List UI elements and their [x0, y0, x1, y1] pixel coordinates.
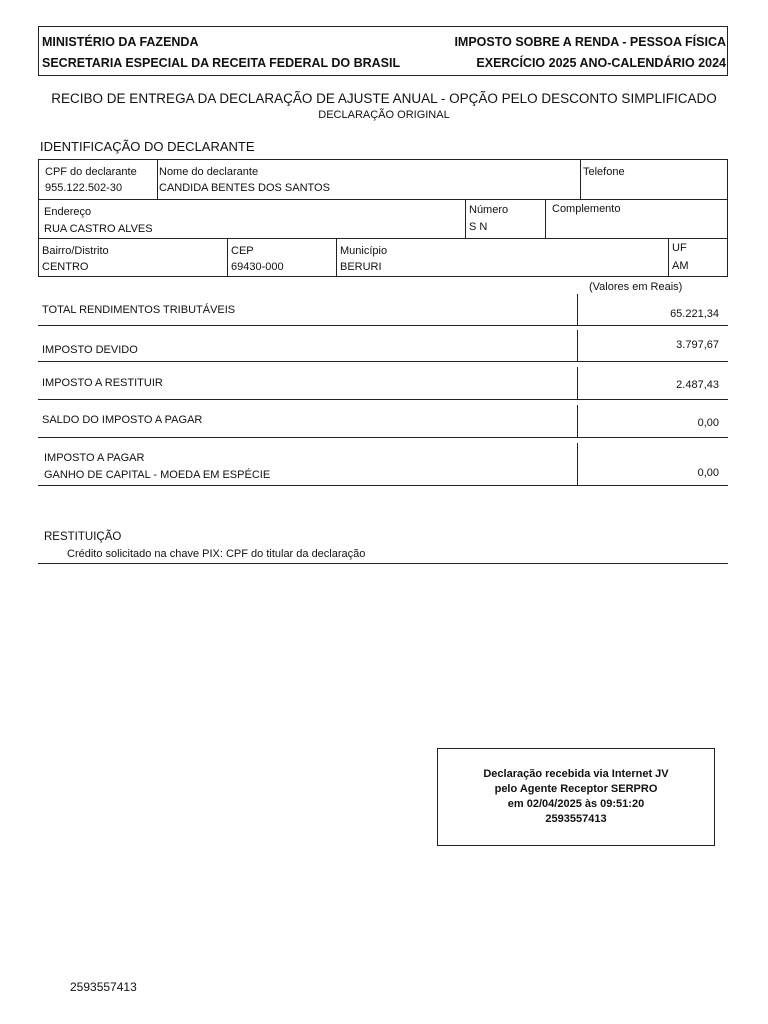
refund-value: 2.487,43 — [676, 379, 719, 391]
row-rule — [38, 361, 728, 362]
total-income-value: 65.221,34 — [670, 308, 719, 320]
receipt-line: Declaração recebida via Internet JV — [483, 768, 669, 780]
capital-label-line2: GANHO DE CAPITAL - MOEDA EM ESPÉCIE — [44, 469, 271, 481]
complement-label: Complemento — [552, 203, 621, 215]
id-col-divider — [580, 159, 581, 199]
receipt-line: pelo Agente Receptor SERPRO — [494, 783, 658, 795]
restitution-title: RESTITUIÇÃO — [44, 531, 122, 543]
identification-section-title: IDENTIFICAÇÃO DO DECLARANTE — [40, 139, 255, 154]
tax-due-value: 3.797,67 — [676, 339, 719, 351]
cep-label: CEP — [231, 245, 254, 257]
restitution-text: Crédito solicitado na chave PIX: CPF do titular da declaração — [67, 548, 366, 560]
city-value: BERURI — [340, 261, 382, 273]
currency-note: (Valores em Reais) — [589, 281, 683, 293]
id-col-divider — [336, 238, 337, 277]
document-title: RECIBO DE ENTREGA DA DECLARAÇÃO DE AJUSTE ANUAL - OPÇÃO PELO DESCONTO SIMPLIFICADO — [51, 91, 717, 106]
tax-type: IMPOSTO SOBRE A RENDA - PESSOA FÍSICA — [454, 35, 726, 49]
tax-due-label: IMPOSTO DEVIDO — [42, 344, 138, 356]
total-income-label: TOTAL RENDIMENTOS TRIBUTÁVEIS — [42, 304, 236, 316]
exercise-year: EXERCÍCIO 2025 ANO-CALENDÁRIO 2024 — [476, 56, 726, 70]
name-value: CANDIDA BENTES DOS SANTOS — [159, 182, 330, 194]
capital-value: 0,00 — [697, 467, 719, 479]
refund-label: IMPOSTO A RESTITUIR — [42, 377, 163, 389]
id-row-divider — [38, 238, 728, 239]
name-label: Nome do declarante — [159, 166, 259, 178]
receipt-box — [437, 748, 715, 846]
value-column-divider — [577, 405, 578, 437]
cpf-label: CPF do declarante — [45, 166, 137, 178]
row-rule — [38, 325, 728, 326]
cep-value: 69430-000 — [231, 261, 284, 273]
balance-value: 0,00 — [697, 417, 719, 429]
id-col-divider — [157, 159, 158, 199]
value-column-divider — [577, 367, 578, 399]
secretariat-name: SECRETARIA ESPECIAL DA RECEITA FEDERAL DO BRASIL — [42, 56, 401, 70]
district-label: Bairro/Distrito — [42, 245, 109, 257]
row-rule — [38, 437, 728, 438]
cpf-value: 955.122.502-30 — [45, 182, 123, 194]
row-rule — [38, 485, 728, 486]
capital-label-line1: IMPOSTO A PAGAR — [44, 452, 145, 464]
id-col-divider — [227, 238, 228, 277]
address-label: Endereço — [44, 206, 92, 218]
id-col-divider — [545, 199, 546, 238]
id-col-divider — [668, 238, 669, 277]
id-row-divider — [38, 199, 728, 200]
uf-label: UF — [672, 242, 687, 254]
receipt-line: em 02/04/2025 às 09:51:20 — [507, 798, 645, 810]
footer-code: 2593557413 — [70, 980, 137, 994]
phone-label: Telefone — [583, 166, 625, 178]
row-rule — [38, 563, 728, 564]
uf-value: AM — [672, 260, 689, 272]
value-column-divider — [577, 443, 578, 485]
receipt-code: 2593557413 — [545, 813, 607, 825]
id-col-divider — [465, 199, 466, 238]
number-value: S N — [469, 221, 488, 233]
address-value: RUA CASTRO ALVES — [44, 223, 153, 235]
ministry-name: MINISTÉRIO DA FAZENDA — [42, 35, 199, 49]
value-column-divider — [577, 330, 578, 361]
balance-label: SALDO DO IMPOSTO A PAGAR — [42, 414, 203, 426]
district-value: CENTRO — [42, 261, 89, 273]
value-column-divider — [577, 294, 578, 325]
city-label: Município — [340, 245, 388, 257]
number-label: Número — [469, 204, 509, 216]
row-rule — [38, 399, 728, 400]
document-subtitle: DECLARAÇÃO ORIGINAL — [318, 109, 450, 121]
